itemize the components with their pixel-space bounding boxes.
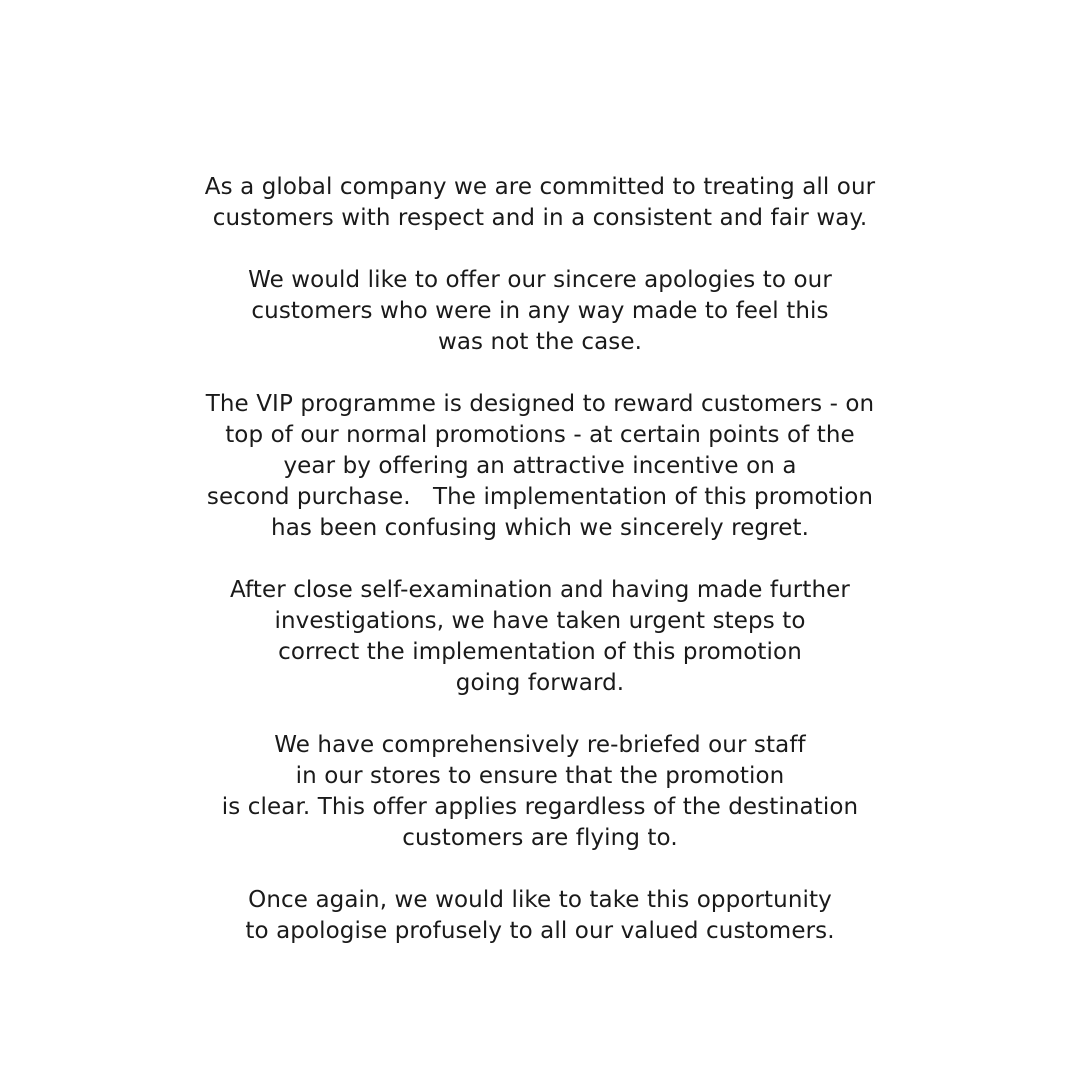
text-line: As a global company we are committed to treating all our — [204, 174, 876, 200]
paragraph-apology — [0, 265, 1080, 358]
text-line: We would like to offer our sincere apologies to our — [248, 267, 832, 293]
text-line: customers are flying to. — [402, 825, 678, 851]
text-line: customers with respect and in a consistent and fair way. — [212, 205, 868, 231]
text-line: top of our normal promotions - at certain points of the — [225, 422, 855, 448]
text-line: Once again, we would like to take this opportunity — [248, 887, 832, 913]
text-line: The VIP programme is designed to reward customers - on — [205, 391, 875, 417]
paragraph-closing — [0, 885, 1080, 947]
text-line: customers who were in any way made to feel this — [251, 298, 829, 324]
text-line: to apologise profusely to all our valued customers. — [245, 918, 835, 944]
paragraph-investigation — [0, 575, 1080, 699]
text-line: year by offering an attractive incentive on a — [283, 453, 797, 479]
apology-statement — [0, 172, 1080, 978]
text-line: After close self-examination and having made further — [230, 577, 850, 603]
paragraph-vip-programme — [0, 389, 1080, 544]
text-line: has been confusing which we sincerely regret. — [271, 515, 809, 541]
text-line: going forward. — [455, 670, 625, 696]
text-line: correct the implementation of this promotion — [278, 639, 802, 665]
paragraph-staff-briefing — [0, 730, 1080, 854]
text-line: second purchase. The implementation of this promotion — [206, 484, 874, 510]
text-line: We have comprehensively re-briefed our staff — [274, 732, 806, 758]
text-line: investigations, we have taken urgent steps to — [274, 608, 806, 634]
text-line: is clear. This offer applies regardless of the destination — [221, 794, 859, 820]
text-line: was not the case. — [437, 329, 643, 355]
paragraph-commitment — [0, 172, 1080, 234]
text-line: in our stores to ensure that the promotion — [295, 763, 785, 789]
